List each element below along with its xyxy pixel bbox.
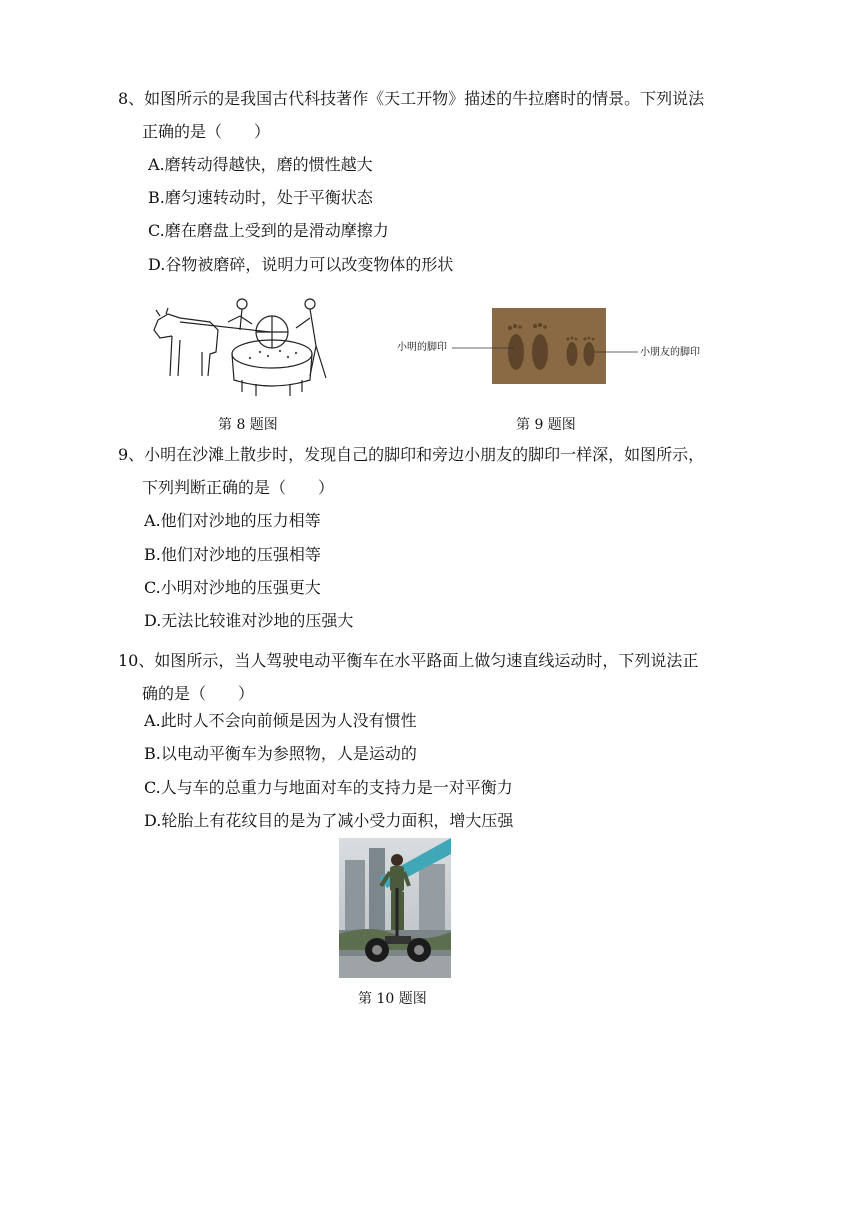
- q10-option-c: C.人与车的总重力与地面对车的支持力是一对平衡力: [144, 778, 513, 797]
- q10-stem-line1: 10、如图所示，当人驾驶电动平衡车在水平路面上做匀速直线运动时，下列说法正: [118, 651, 699, 670]
- q9-option-c: C.小明对沙地的压强更大: [144, 578, 321, 597]
- q8-option-d: D.谷物被磨碎，说明力可以改变物体的形状: [148, 255, 454, 274]
- q8-figure-ox-millstone: [150, 296, 340, 400]
- q10-figure-caption: 第 10 题图: [358, 991, 427, 1007]
- q10-option-d: D.轮胎上有花纹目的是为了减小受力面积，增大压强: [144, 811, 514, 830]
- q8-option-b: B.磨匀速转动时，处于平衡状态: [148, 188, 373, 207]
- q8-option-c: C.磨在磨盘上受到的是滑动摩擦力: [148, 221, 389, 240]
- q9-figure-caption: 第 9 题图: [516, 417, 576, 433]
- q8-stem-line2: 正确的是（ ）: [142, 122, 271, 141]
- q9-option-d: D.无法比较谁对沙地的压强大: [144, 611, 354, 630]
- q9-stem-line1: 9、小明在沙滩上散步时，发现自己的脚印和旁边小朋友的脚印一样深，如图所示，: [118, 445, 705, 464]
- q10-stem-line2: 确的是（ ）: [142, 684, 255, 703]
- q9-option-b: B.他们对沙地的压强相等: [144, 545, 321, 564]
- q9-option-a: A.他们对沙地的压力相等: [144, 511, 321, 530]
- q10-option-b: B.以电动平衡车为参照物，人是运动的: [144, 744, 417, 763]
- q8-stem-line1: 8、如图所示的是我国古代科技著作《天工开物》描述的牛拉磨时的情景。下列说法: [118, 89, 705, 108]
- q9-label-child: 小朋友的脚印: [640, 347, 700, 358]
- q9-label-xiaoming: 小明的脚印: [397, 342, 447, 353]
- q8-figure-caption: 第 8 题图: [218, 417, 278, 433]
- q10-option-a: A.此时人不会向前倾是因为人没有惯性: [144, 711, 417, 730]
- q8-option-a: A.磨转动得越快，磨的惯性越大: [148, 155, 373, 174]
- q10-figure-balance-scooter: [339, 838, 451, 978]
- q9-stem-line2: 下列判断正确的是（ ）: [142, 478, 335, 497]
